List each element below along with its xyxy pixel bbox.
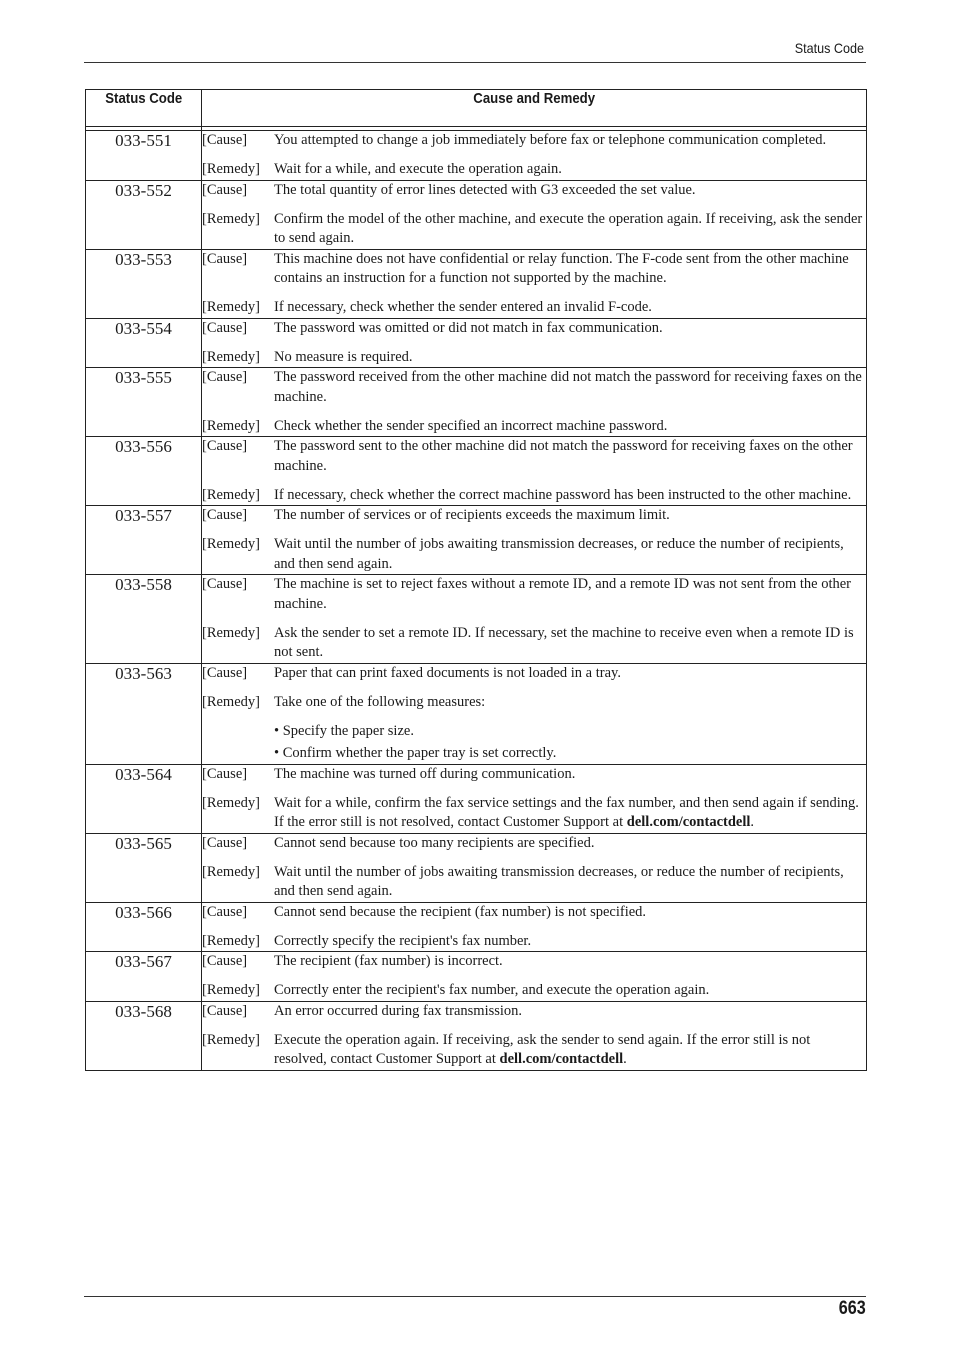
remedy-line — [202, 981, 866, 1001]
cause-text: Cannot send because the recipient (fax number) is not specified. — [274, 903, 647, 920]
table-row — [86, 368, 867, 437]
cause-line — [202, 506, 866, 526]
remedy-line — [202, 693, 866, 713]
status-code: 033-555 — [86, 368, 202, 437]
table-row — [86, 1001, 867, 1070]
remedy-line — [202, 794, 866, 833]
cause-remedy-cell — [202, 663, 867, 764]
status-code: 033-565 — [86, 833, 202, 902]
remedy-line — [202, 486, 866, 506]
remedy-text: No measure is required. — [274, 348, 413, 365]
cause-tag: [Cause] — [202, 250, 248, 267]
cause-tag: [Cause] — [202, 903, 248, 920]
cause-line — [202, 903, 866, 923]
table-row — [86, 902, 867, 952]
cause-tag: [Cause] — [202, 953, 248, 969]
remedy-tag: [Remedy] — [202, 348, 260, 365]
remedy-text: Wait until the number of jobs awaiting transmission decreases, or reduce the number of recipients, and then send again. — [274, 536, 844, 572]
table-row — [86, 131, 867, 181]
status-code: 033-563 — [86, 663, 202, 764]
cause-remedy-cell — [202, 833, 867, 902]
remedy-text: Execute the operation again. If receiving, ask the sender to send again. If the error still is not resolved, contact Customer Support at dell.com/contactdell. — [274, 1031, 811, 1067]
page-number: 663 — [839, 1298, 866, 1319]
remedy-tag: [Remedy] — [202, 932, 260, 949]
cause-remedy-cell — [202, 952, 867, 1002]
cause-text: An error occurred during fax transmission. — [274, 1002, 523, 1019]
status-code: 033-558 — [86, 575, 202, 664]
table-row — [86, 249, 867, 318]
table-row — [86, 506, 867, 575]
remedy-bullet: • Specify the paper size. — [274, 722, 414, 739]
remedy-tag: [Remedy] — [202, 982, 260, 998]
column-header-cause-remedy: Cause and Remedy — [202, 90, 867, 127]
table-row — [86, 833, 867, 902]
cause-text: This machine does not have confidential or relay function. The F-code sent from the other machine contains an instruction for a function not supported by the machine. — [274, 250, 849, 286]
remedy-bullet: • Confirm whether the paper tray is set correctly. — [274, 745, 557, 761]
table-row — [86, 318, 867, 368]
remedy-tag: [Remedy] — [202, 624, 260, 641]
footer-rule — [84, 1296, 866, 1297]
remedy-text: Check whether the sender specified an incorrect machine password. — [274, 417, 668, 434]
status-code: 033-552 — [86, 180, 202, 249]
table-row — [86, 952, 867, 1002]
cause-text: Paper that can print faxed documents is not loaded in a tray. — [274, 664, 621, 681]
remedy-text: If necessary, check whether the correct machine password has been instructed to the other machine. — [274, 486, 852, 503]
cause-text: The password sent to the other machine did not match the password for receiving faxes on the other machine. — [274, 438, 853, 474]
remedy-line — [202, 210, 866, 249]
status-code: 033-553 — [86, 249, 202, 318]
remedy-tag: [Remedy] — [202, 794, 260, 811]
cause-remedy-cell — [202, 318, 867, 368]
cause-text: The password was omitted or did not match in fax communication. — [274, 319, 663, 336]
cause-text: The password received from the other machine did not match the password for receiving faxes on the machine. — [274, 369, 862, 405]
running-header: Status Code — [794, 40, 864, 56]
status-code: 033-551 — [86, 131, 202, 181]
cause-line — [202, 319, 866, 339]
remedy-line — [202, 298, 866, 318]
remedy-line — [202, 1031, 866, 1070]
remedy-tag: [Remedy] — [202, 210, 260, 227]
remedy-line — [202, 624, 866, 663]
cause-line — [202, 131, 866, 151]
status-code: 033-568 — [86, 1001, 202, 1070]
cause-tag: [Cause] — [202, 576, 248, 592]
cause-line — [202, 575, 866, 614]
remedy-text: Confirm the model of the other machine, and execute the operation again. If receiving, ask the sender to send again. — [274, 210, 863, 246]
remedy-text: If necessary, check whether the sender entered an invalid F-code. — [274, 299, 652, 315]
cause-tag: [Cause] — [202, 507, 248, 523]
status-code: 033-564 — [86, 764, 202, 833]
cause-remedy-cell — [202, 368, 867, 437]
cause-line — [202, 664, 866, 684]
cause-tag: [Cause] — [202, 181, 248, 198]
remedy-tag: [Remedy] — [202, 863, 260, 880]
status-code-table — [85, 89, 867, 1071]
header-rule — [84, 62, 866, 63]
table-row — [86, 575, 867, 664]
remedy-tag: [Remedy] — [202, 536, 260, 552]
cause-remedy-cell — [202, 180, 867, 249]
remedy-text: Wait until the number of jobs awaiting transmission decreases, or reduce the number of recipients, and then send again. — [274, 863, 844, 899]
cause-remedy-cell — [202, 506, 867, 575]
remedy-line — [202, 932, 866, 952]
remedy-text: Correctly specify the recipient's fax number. — [274, 932, 532, 949]
cause-remedy-cell — [202, 575, 867, 664]
remedy-tag: [Remedy] — [202, 486, 260, 503]
cause-text: The number of services or of recipients exceeds the maximum limit. — [274, 507, 670, 523]
remedy-line — [202, 160, 866, 180]
table-row — [86, 180, 867, 249]
cause-remedy-cell — [202, 902, 867, 952]
status-code: 033-556 — [86, 437, 202, 506]
cause-line — [202, 368, 866, 407]
column-header-status-code: Status Code — [86, 90, 202, 127]
remedy-text: Wait for a while, confirm the fax service settings and the fax number, and then send again if sending. If the error still is not resolved, contact Customer Support at dell.com/contactdell. — [274, 794, 859, 830]
status-code: 033-567 — [86, 952, 202, 1002]
cause-text: The recipient (fax number) is incorrect. — [274, 953, 503, 969]
cause-tag: [Cause] — [202, 664, 248, 681]
remedy-line — [202, 348, 866, 368]
cause-tag: [Cause] — [202, 319, 248, 336]
remedy-tag: [Remedy] — [202, 693, 260, 710]
table-header-row — [86, 90, 867, 127]
table-row — [86, 437, 867, 506]
cause-remedy-cell — [202, 131, 867, 181]
cause-tag: [Cause] — [202, 834, 248, 851]
cause-text: The total quantity of error lines detected with G3 exceeded the set value. — [274, 181, 696, 198]
remedy-text: Ask the sender to set a remote ID. If necessary, set the machine to receive even when a remote ID is not sent. — [274, 624, 854, 660]
cause-line — [202, 250, 866, 289]
cause-line — [202, 181, 866, 201]
status-code: 033-566 — [86, 902, 202, 952]
cause-tag: [Cause] — [202, 1002, 248, 1019]
cause-remedy-cell — [202, 437, 867, 506]
remedy-line — [202, 863, 866, 902]
cause-tag: [Cause] — [202, 132, 248, 148]
cause-line — [202, 1002, 866, 1022]
cause-tag: [Cause] — [202, 765, 248, 782]
cause-line — [202, 834, 866, 854]
cause-remedy-cell — [202, 1001, 867, 1070]
remedy-tag: [Remedy] — [202, 1031, 260, 1048]
remedy-text: Take one of the following measures: — [274, 693, 486, 710]
cause-line — [202, 437, 866, 476]
status-code: 033-557 — [86, 506, 202, 575]
support-link[interactable]: dell.com/contactdell — [499, 1051, 624, 1067]
cause-tag: [Cause] — [202, 369, 248, 385]
remedy-text: Wait for a while, and execute the operation again. — [274, 161, 562, 177]
cause-tag: [Cause] — [202, 438, 248, 454]
cause-text: The machine is set to reject faxes without a remote ID, and a remote ID was not sent from the other machine. — [274, 576, 851, 612]
cause-text: Cannot send because too many recipients are specified. — [274, 834, 595, 851]
cause-line — [202, 952, 866, 972]
remedy-tag: [Remedy] — [202, 299, 260, 315]
cause-text: You attempted to change a job immediately before fax or telephone communication completed. — [274, 132, 827, 148]
cause-line — [202, 765, 866, 785]
remedy-tag: [Remedy] — [202, 417, 260, 434]
table-row — [86, 764, 867, 833]
table-row — [86, 663, 867, 764]
remedy-tag: [Remedy] — [202, 161, 260, 177]
cause-remedy-cell — [202, 764, 867, 833]
remedy-text: Correctly enter the recipient's fax number, and execute the operation again. — [274, 982, 710, 998]
cause-text: The machine was turned off during communication. — [274, 765, 576, 782]
cause-remedy-cell — [202, 249, 867, 318]
remedy-line — [202, 535, 866, 574]
status-code: 033-554 — [86, 318, 202, 368]
support-link[interactable]: dell.com/contactdell — [626, 814, 751, 830]
remedy-line — [202, 417, 866, 437]
